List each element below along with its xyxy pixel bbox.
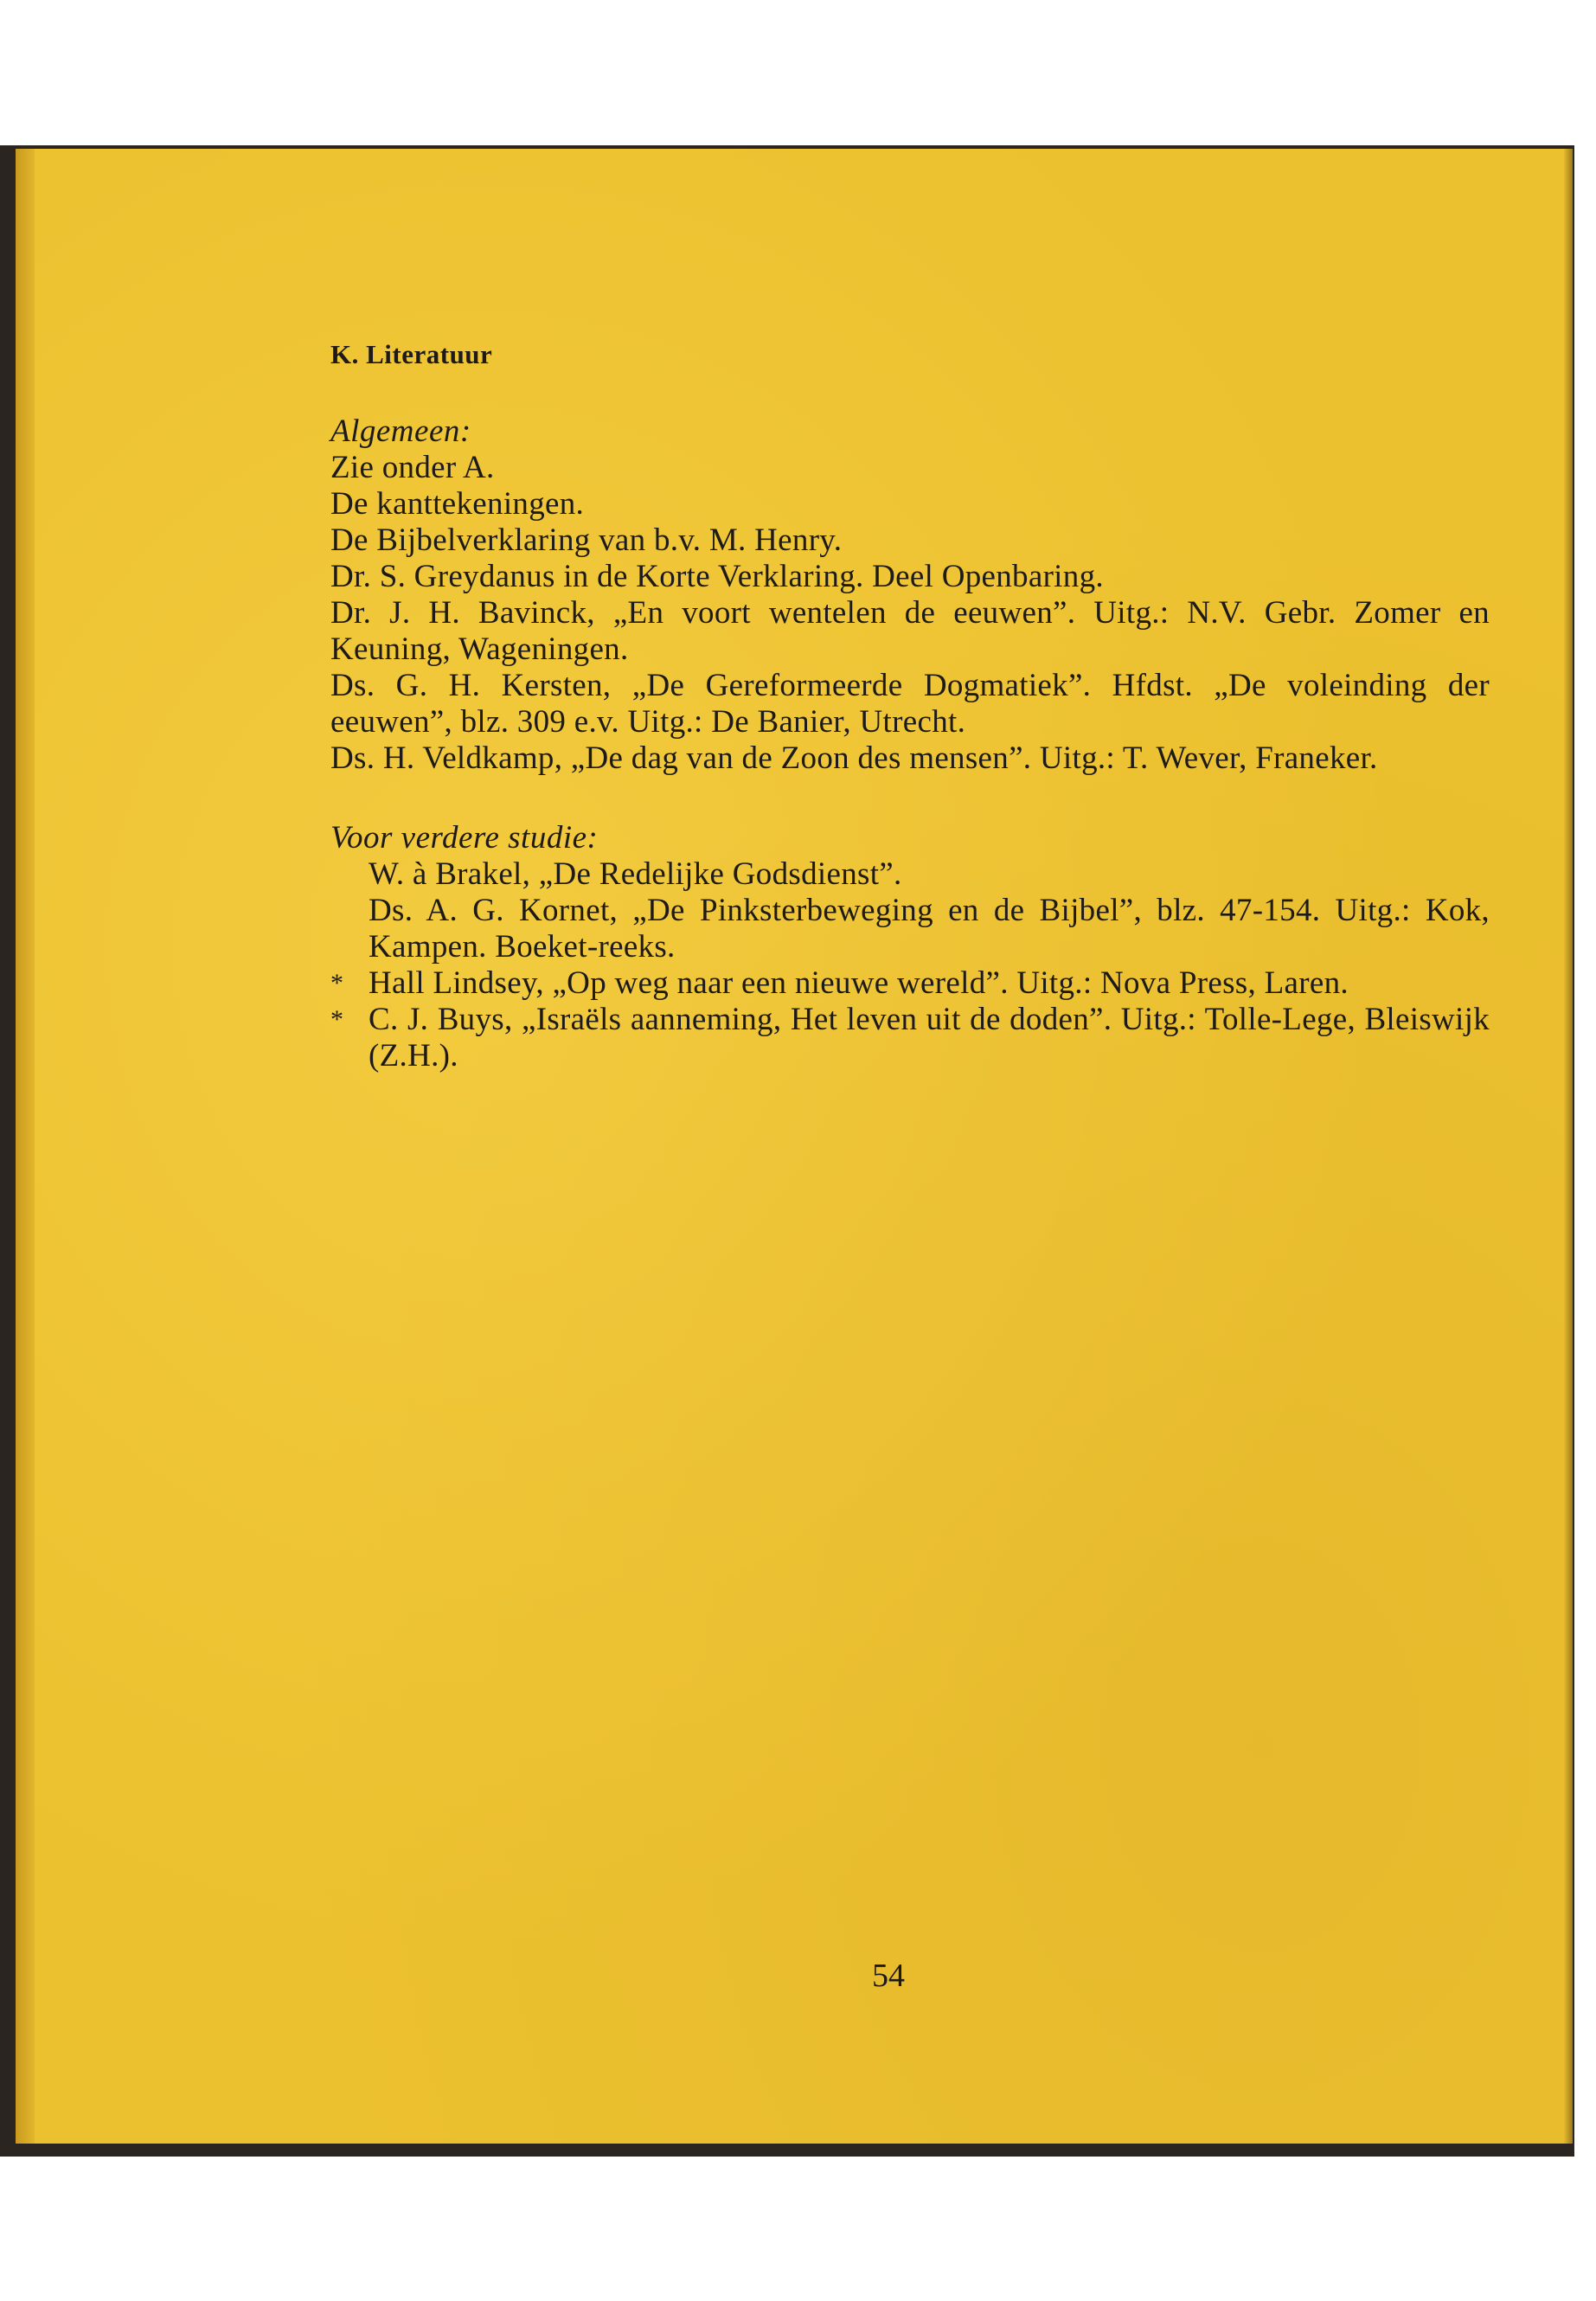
reference-entry: De kanttekeningen. (330, 486, 585, 522)
book-page (16, 149, 1573, 2144)
study-reference-entry (330, 1002, 1490, 1074)
algemeen-section (330, 413, 1490, 777)
reference-entry: Ds. H. Veldkamp, „De dag van de Zoon des mensen”. Uitg.: T. Wever, Franeker. (330, 740, 1378, 776)
asterisk-marker: * (330, 1005, 344, 1034)
study-reference-entry (330, 856, 1490, 893)
verdere-studie-list (330, 856, 1490, 1074)
page-edge-right (1564, 149, 1573, 2144)
entry-text: W. à Brakel, „De Redelijke Godsdienst”. (369, 856, 902, 892)
asterisk-marker: * (330, 969, 344, 997)
verdere-studie-title: Voor verdere studie: (330, 820, 599, 856)
reference-entry: Ds. G. H. Kersten, „De Gereformeerde Dogmatiek”. Hfdst. „De voleinding der eeuwen”, blz. 309 e.v. Uitg.: De Banier, Utrecht. (330, 668, 1490, 740)
verdere-studie-section (330, 820, 1490, 1074)
entry-text: Hall Lindsey, „Op weg naar een nieuwe wereld”. Uitg.: Nova Press, Laren. (369, 965, 1349, 1001)
section-spacer (330, 777, 1490, 820)
entry-text: Ds. A. G. Kornet, „De Pinksterbeweging en de Bijbel”, blz. 47-154. Uitg.: Kok, Kampen. Boeket-reeks. (369, 893, 1490, 965)
page-number: 54 (872, 1958, 905, 1994)
study-reference-entry (330, 965, 1490, 1002)
algemeen-list (330, 450, 1490, 777)
page-edge-left (16, 149, 35, 2144)
reference-entry: Zie onder A. (330, 450, 495, 485)
section-heading: K. Literatuur (330, 339, 493, 369)
algemeen-title: Algemeen: (330, 413, 471, 449)
reference-entry: De Bijbelverklaring van b.v. M. Henry. (330, 522, 843, 558)
entry-text: C. J. Buys, „Israëls aanneming, Het leven uit de doden”. Uitg.: Tolle-Lege, Bleiswijk (Z.H.). (369, 1002, 1490, 1074)
study-reference-entry (330, 893, 1490, 965)
reference-entry: Dr. S. Greydanus in de Korte Verklaring. Deel Openbaring. (330, 559, 1104, 594)
reference-entry: Dr. J. H. Bavinck, „En voort wentelen de eeuwen”. Uitg.: N.V. Gebr. Zomer en Keuning, Wageningen. (330, 595, 1490, 667)
page-content (330, 339, 1490, 1074)
